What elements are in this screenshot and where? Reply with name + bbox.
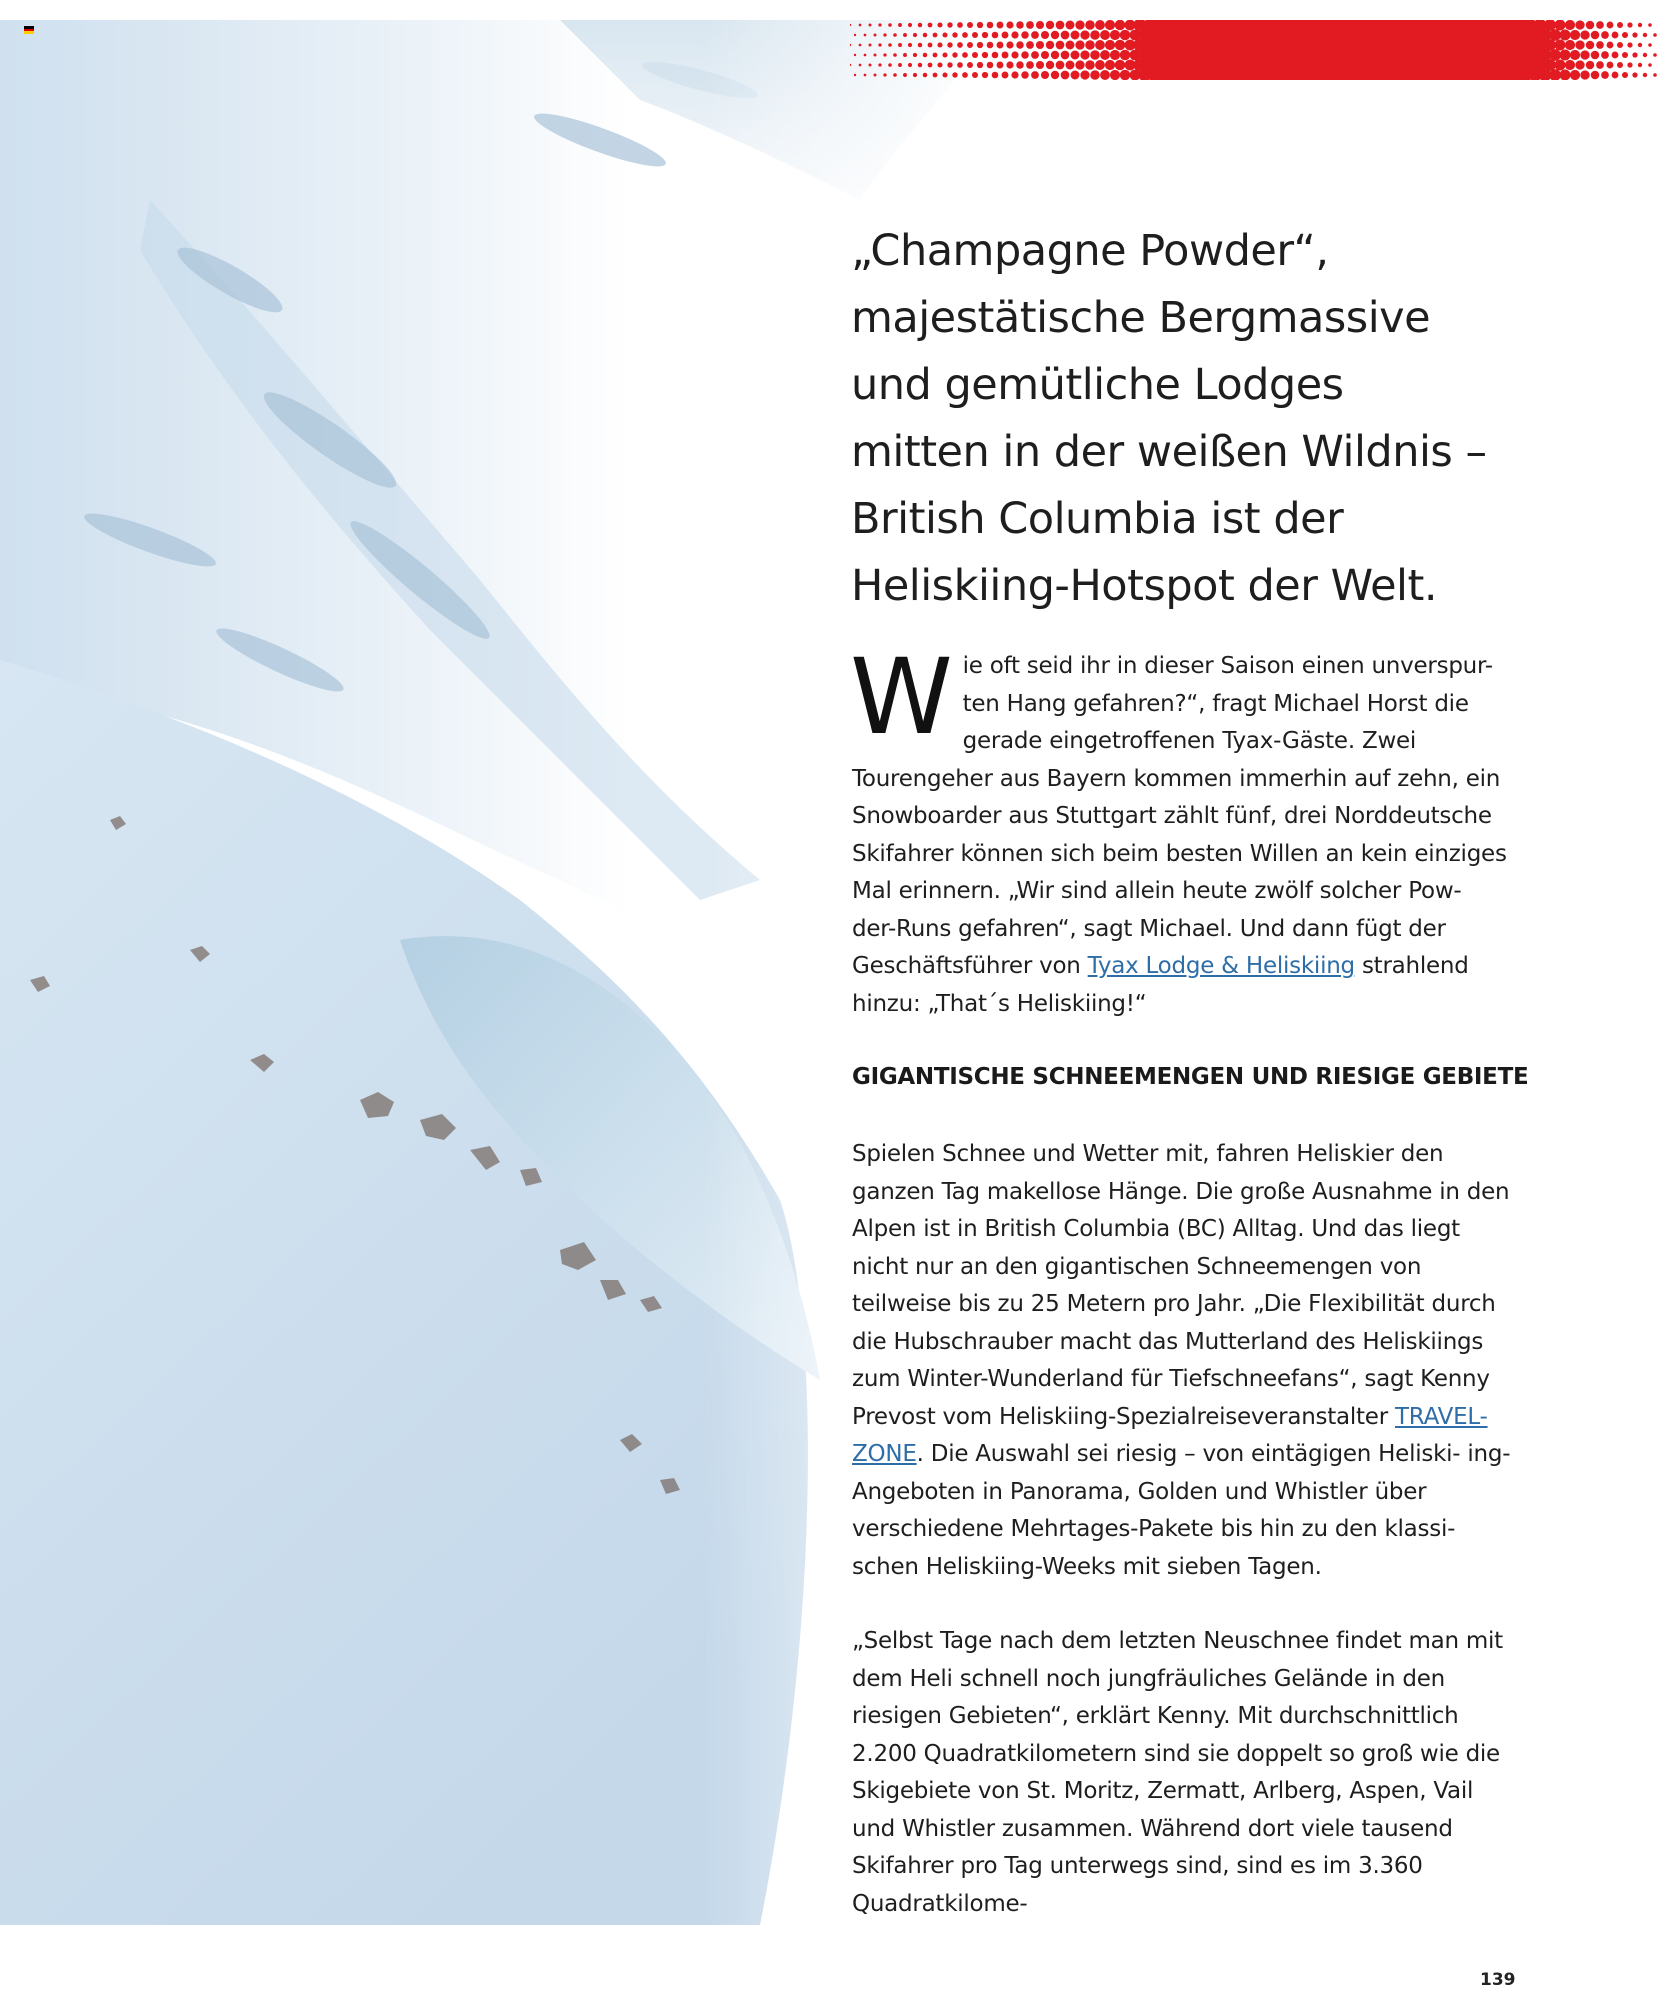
- halftone-dot: [1051, 51, 1059, 59]
- halftone-dot: [893, 73, 897, 77]
- halftone-dot: [1617, 62, 1623, 68]
- halftone-dot: [888, 63, 892, 67]
- halftone-dot: [1586, 61, 1595, 70]
- halftone-dot: [1046, 61, 1054, 69]
- halftone-dot: [1110, 70, 1120, 80]
- halftone-dot: [1638, 23, 1642, 27]
- halftone-dot: [903, 73, 907, 77]
- halftone-dot: [997, 42, 1004, 49]
- halftone-dot: [874, 34, 877, 37]
- halftone-dot: [997, 62, 1004, 69]
- halftone-dot: [1056, 61, 1065, 70]
- halftone-dot: [869, 44, 872, 47]
- halftone-dot: [1607, 62, 1614, 69]
- halftone-dot: [972, 52, 978, 58]
- halftone-dot: [1622, 32, 1628, 38]
- halftone-dot: [982, 72, 988, 78]
- halftone-dot: [942, 52, 947, 57]
- halftone-dot: [928, 23, 933, 28]
- halftone-dot: [1643, 53, 1647, 57]
- halftone-dot: [883, 73, 886, 76]
- halftone-dot: [1110, 50, 1120, 60]
- halftone-dot: [1612, 52, 1619, 59]
- halftone-dot: [1061, 71, 1070, 80]
- halftone-dot: [1596, 41, 1604, 49]
- halftone-dot: [947, 22, 952, 27]
- halftone-dot: [1632, 72, 1637, 77]
- halftone-dot: [1011, 51, 1018, 58]
- banner-solid-band: [1150, 20, 1530, 80]
- halftone-dot: [952, 32, 957, 37]
- halftone-dot: [1586, 21, 1595, 30]
- halftone-dot: [987, 22, 994, 29]
- halftone-dot: [898, 63, 902, 67]
- halftone-dot: [952, 72, 957, 77]
- halftone-dot: [1011, 71, 1018, 78]
- halftone-dot: [864, 34, 867, 37]
- halftone-dot: [947, 62, 952, 67]
- halftone-dot: [1596, 21, 1604, 29]
- halftone-dot: [864, 74, 867, 77]
- halftone-dot: [1554, 20, 1565, 31]
- halftone-dot: [933, 73, 938, 78]
- halftone-dot: [1006, 61, 1013, 68]
- halftone-dot: [982, 32, 988, 38]
- halftone-dot: [854, 34, 856, 36]
- halftone-dot: [1559, 49, 1570, 60]
- halftone-dot: [1100, 50, 1110, 60]
- halftone-dot: [1061, 51, 1070, 60]
- german-flag-icon: [24, 26, 34, 34]
- halftone-dot: [1002, 52, 1009, 59]
- halftone-dot: [1016, 21, 1023, 28]
- halftone-dot: [893, 53, 897, 57]
- halftone-dot: [908, 23, 912, 27]
- halftone-dot: [1648, 43, 1652, 47]
- halftone-dot: [1120, 50, 1130, 60]
- body-paragraph-3: „Selbst Tage nach dem letzten Neuschnee findet man mit dem Heli schnell noch jungfräuliches Gelände in den riesigen Gebieten“, erklärt Kenny. Mit durchschnittlich 2.200 Quadratkilometern sind sie doppelt so groß wie die Skigebiete von St. Moritz, Zermatt, Arlberg, Aspen, Vail und Whistler zusammen. Während dort viele tausend Skifahrer pro Tag unterwegs sind, sind es im 3.360 Quadratkilome-: [852, 1628, 1503, 1917]
- halftone-dot: [928, 63, 933, 68]
- halftone-dot: [859, 44, 862, 47]
- halftone-dot: [923, 53, 927, 57]
- halftone-dot: [918, 43, 922, 47]
- halftone-dot: [1120, 70, 1130, 80]
- halftone-dot: [864, 54, 867, 57]
- halftone-dot: [1601, 71, 1609, 79]
- halftone-dot: [1036, 41, 1044, 49]
- halftone-dot: [1075, 40, 1084, 49]
- flag-stripe-gold: [24, 31, 34, 34]
- halftone-dot: [1031, 31, 1039, 39]
- halftone-dot: [987, 42, 994, 49]
- halftone-dot: [1596, 61, 1604, 69]
- halftone-dot: [952, 52, 957, 57]
- halftone-dot: [947, 42, 952, 47]
- halftone-dot: [972, 32, 978, 38]
- halftone-dot: [972, 72, 978, 78]
- halftone-dot: [1580, 50, 1589, 59]
- halftone-dot: [937, 22, 942, 27]
- halftone-dot: [1591, 51, 1600, 60]
- halftone-dot: [1105, 60, 1115, 70]
- halftone-dot: [1066, 41, 1075, 50]
- halftone-dot: [854, 54, 856, 56]
- halftone-dot: [982, 52, 988, 58]
- halftone-dot: [1021, 71, 1028, 78]
- halftone-dot: [1554, 59, 1565, 70]
- halftone-dot: [859, 24, 862, 27]
- halftone-dot: [1095, 20, 1105, 30]
- halftone-dot: [1575, 40, 1584, 49]
- halftone-dot: [1066, 61, 1075, 70]
- halftone-dot: [898, 43, 902, 47]
- halftone-dot: [1617, 22, 1623, 28]
- halftone-dot: [854, 74, 856, 76]
- halftone-dot: [977, 22, 983, 28]
- halftone-dot: [1648, 23, 1652, 27]
- halftone-dot: [1071, 31, 1080, 40]
- halftone-dot: [1021, 31, 1028, 38]
- section-subheading: GIGANTISCHE SCHNEEMENGEN UND RIESIGE GEBIETE: [852, 1064, 1529, 1090]
- halftone-dot: [942, 72, 947, 77]
- halftone-dot: [1617, 42, 1623, 48]
- halftone-dot: [1570, 70, 1580, 80]
- halftone-dot: [1061, 31, 1070, 40]
- halftone-dot: [1559, 69, 1570, 80]
- halftone-dot: [923, 73, 927, 77]
- halftone-dot: [1632, 52, 1637, 57]
- halftone-dot: [1041, 71, 1049, 79]
- intro-paragraph: [850, 636, 1512, 1023]
- halftone-dot: [1056, 41, 1065, 50]
- halftone-dot: [957, 42, 963, 48]
- halftone-dot: [967, 62, 973, 68]
- halftone-dot: [878, 43, 881, 46]
- halftone-dot: [1071, 51, 1080, 60]
- halftone-dot: [1036, 21, 1044, 29]
- halftone-dot: [878, 63, 881, 66]
- halftone-dot: [1051, 31, 1059, 39]
- halftone-dot: [977, 62, 983, 68]
- halftone-dot: [1090, 50, 1100, 60]
- headline-line: und gemütliche Lodges: [851, 360, 1344, 410]
- halftone-dot: [903, 53, 907, 57]
- halftone-dot: [1653, 33, 1657, 37]
- halftone-dot: [1565, 60, 1575, 70]
- halftone-dot: [967, 42, 973, 48]
- halftone-dot: [913, 53, 917, 57]
- halftone-dot: [957, 22, 963, 28]
- halftone-dot: [1115, 60, 1125, 70]
- halftone-dot: [1601, 51, 1609, 59]
- halftone-dot: [942, 32, 947, 37]
- halftone-dot: [1591, 71, 1600, 80]
- halftone-dot: [918, 23, 922, 27]
- halftone-dot: [1090, 30, 1100, 40]
- halftone-dot: [913, 73, 917, 77]
- halftone-dot: [1643, 73, 1647, 77]
- halftone-dot: [1607, 22, 1614, 29]
- halftone-dot: [1046, 41, 1054, 49]
- halftone-dot: [1006, 21, 1013, 28]
- halftone-dot: [923, 33, 927, 37]
- halftone-dot: [903, 33, 907, 37]
- halftone-dot: [1071, 71, 1080, 80]
- halftone-dot: [1638, 43, 1642, 47]
- halftone-dot: [1110, 30, 1120, 40]
- halftone-dot: [1075, 20, 1084, 29]
- intro-text: ie oft seid ihr in dieser Saison einen unverspur- ten Hang gefahren?“, fragt Michael Horst die gerade eingetroffenen Tyax-Gäste. Zwei Tourengeher aus Bayern kommen immerhin auf zehn, ein Snowboarder aus Stuttgart zählt fünf, drei Norddeutsche Skifahrer können sich beim besten Willen an kein einziges Mal erinnern. „Wir sind allein heute zwölf solcher Pow- der-Runs gefahren“, sagt Michael. Und dann fügt der Geschäftsführer von: [852, 653, 1507, 979]
- halftone-dot: [1622, 72, 1628, 78]
- halftone-dot: [850, 24, 851, 26]
- halftone-dot: [908, 63, 912, 67]
- halftone-dot: [1565, 20, 1575, 30]
- halftone-dot: [992, 32, 999, 39]
- halftone-dot: [1085, 60, 1095, 70]
- halftone-dot: [1002, 72, 1009, 79]
- halftone-dot: [977, 42, 983, 48]
- halftone-dot: [1653, 73, 1657, 77]
- halftone-dot: [1031, 51, 1039, 59]
- halftone-dot: [937, 62, 942, 67]
- halftone-dot: [1016, 41, 1023, 48]
- halftone-dot: [1100, 70, 1110, 80]
- headline-line: „Champagne Powder“,: [851, 226, 1329, 276]
- halftone-dot: [1046, 21, 1054, 29]
- halftone-dot: [1090, 70, 1100, 80]
- halftone-dot: [1026, 41, 1034, 49]
- halftone-dot: [1632, 32, 1637, 37]
- halftone-dot: [1100, 30, 1110, 40]
- halftone-dot: [962, 32, 968, 38]
- halftone-dot: [1056, 21, 1065, 30]
- halftone-dot: [883, 33, 886, 36]
- tyax-lodge-link[interactable]: Tyax Lodge & Heliskiing: [1087, 953, 1355, 979]
- halftone-dot: [992, 72, 999, 79]
- halftone-dot: [1036, 61, 1044, 69]
- halftone-dot: [1115, 40, 1125, 50]
- halftone-dot: [962, 52, 968, 58]
- halftone-dot: [967, 22, 973, 28]
- halftone-dot: [1580, 30, 1589, 39]
- halftone-dot: [933, 33, 938, 38]
- halftone-dot: [908, 43, 912, 47]
- travelzone-link[interactable]: TRAVEL- ZONE: [852, 1403, 1488, 1467]
- halftone-dot: [997, 22, 1004, 29]
- halftone-dot: [1095, 60, 1105, 70]
- halftone-dot: [888, 43, 892, 47]
- halftone-dot: [1653, 53, 1657, 57]
- halftone-dot: [928, 43, 933, 48]
- halftone-dot: [1559, 29, 1570, 40]
- halftone-dot: [878, 23, 881, 26]
- halftone-dot: [883, 53, 886, 56]
- halftone-dot: [1648, 63, 1652, 67]
- halftone-dot: [1565, 40, 1575, 50]
- halftone-dot: [1120, 30, 1130, 40]
- halftone-dot: [893, 33, 897, 37]
- halftone-dot: [1026, 61, 1034, 69]
- halftone-dot: [874, 74, 877, 77]
- halftone-dot: [1586, 41, 1595, 50]
- halftone-dot: [1570, 30, 1580, 40]
- halftone-dot: [869, 24, 872, 27]
- halftone-dot: [1075, 60, 1084, 69]
- body-paragraph-2: [852, 1136, 1512, 1586]
- halftone-dot: [1643, 33, 1647, 37]
- halftone-dot: [1105, 40, 1115, 50]
- halftone-dot: [1554, 39, 1565, 50]
- headline-line: Heliskiing-Hotspot der Welt.: [851, 561, 1438, 611]
- halftone-dot: [1002, 32, 1009, 39]
- halftone-dot: [850, 44, 851, 46]
- halftone-dot: [850, 64, 851, 66]
- halftone-dot: [1638, 63, 1642, 67]
- intro-text-end: strahlend hinzu: „That´s Heliskiing!“: [852, 953, 1469, 1017]
- halftone-dot: [1041, 51, 1049, 59]
- halftone-dot: [933, 53, 938, 58]
- halftone-dot: [957, 62, 963, 68]
- halftone-dot: [1591, 31, 1600, 40]
- page-number: 139: [1480, 1970, 1516, 1990]
- halftone-dot: [1026, 21, 1034, 29]
- halftone-dot: [859, 64, 862, 67]
- halftone-dot: [898, 23, 902, 27]
- headline-line: British Columbia ist der: [851, 494, 1344, 544]
- halftone-dot: [1085, 20, 1095, 30]
- halftone-dot: [1627, 62, 1632, 67]
- halftone-dot: [992, 52, 999, 59]
- halftone-dot: [1080, 30, 1089, 39]
- halftone-dot: [874, 54, 877, 57]
- halftone-dot: [1575, 20, 1584, 29]
- halftone-dot: [1570, 50, 1580, 60]
- halftone-dot: [1612, 32, 1619, 39]
- halftone-dot: [1622, 52, 1628, 58]
- halftone-dot: [1031, 71, 1039, 79]
- halftone-dot: [1041, 31, 1049, 39]
- headline-line: mitten in der weißen Wildnis –: [851, 427, 1487, 477]
- halftone-dot: [1085, 40, 1095, 50]
- halftone-dot: [962, 72, 968, 78]
- halftone-dot: [987, 62, 994, 69]
- halftone-dot: [1095, 40, 1105, 50]
- halftone-dot: [1011, 31, 1018, 38]
- red-halftone-banner: [850, 20, 1657, 80]
- halftone-dot: [918, 63, 922, 67]
- halftone-dot: [1021, 51, 1028, 58]
- halftone-dot: [1580, 70, 1589, 79]
- halftone-dot: [1051, 71, 1059, 79]
- halftone-dot: [1006, 41, 1013, 48]
- paragraph-2-text-end: . Die Auswahl sei riesig – von eintägigen Heliski- ing-Angeboten in Panorama, Golden und Whistler über verschiedene Mehrtages-Pakete bis hin zu den klassi- schen Heliskiing-Weeks mit sieben Tagen.: [852, 1441, 1511, 1580]
- halftone-dot: [913, 33, 917, 37]
- halftone-dot: [1080, 70, 1089, 79]
- halftone-dot: [1627, 42, 1632, 47]
- drop-cap: W: [850, 636, 953, 758]
- halftone-dot: [1066, 21, 1075, 30]
- halftone-dot: [1612, 72, 1619, 79]
- halftone-dot: [937, 42, 942, 47]
- halftone-dot: [1016, 61, 1023, 68]
- halftone-dot: [1575, 60, 1584, 69]
- halftone-dot: [1115, 20, 1125, 30]
- halftone-dot: [888, 23, 892, 27]
- halftone-dot: [1627, 22, 1632, 27]
- paragraph-2-text: Spielen Schnee und Wetter mit, fahren Heliskier den ganzen Tag makellose Hänge. Die große Ausnahme in den Alpen ist in British Columbia (BC) Alltag. Und das liegt nicht nur an den gigantischen Schneemengen von teilweise bis zu 25 Metern pro Jahr. „Die Flexibilität durch die Hubschrauber macht das Mutterland des Heliskiings zum Winter-Wunderland für Tiefschneefans“, sagt Kenny Prevost vom Heliskiing-Spezialreiseveranstalter: [852, 1141, 1510, 1430]
- halftone-dot: [1105, 20, 1115, 30]
- halftone-dot: [869, 64, 872, 67]
- headline-line: majestätische Bergmassive: [851, 293, 1431, 343]
- halftone-dot: [1601, 31, 1609, 39]
- article-headline: [851, 218, 1551, 620]
- halftone-dot: [1607, 42, 1614, 49]
- halftone-dot: [1080, 50, 1089, 59]
